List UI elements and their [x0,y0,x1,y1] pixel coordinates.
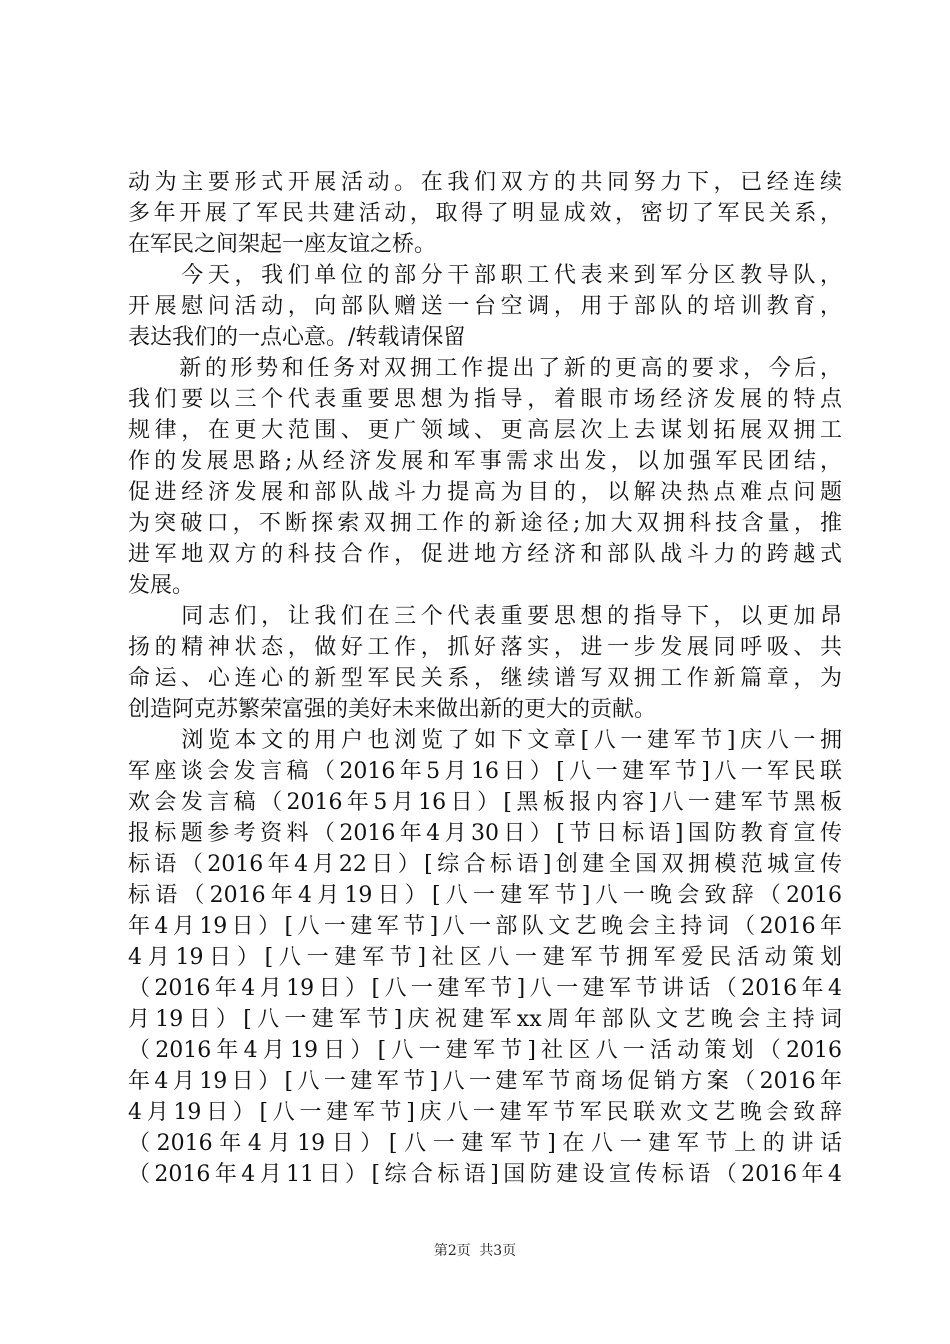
text-line: 创造阿克苏繁荣富强的美好未来做出新的更大的贡献。 [128,697,657,722]
text-line: 进军地双方的科技合作，促进地方经济和部队战斗力的跨越式 [128,542,842,567]
document-body [128,167,842,1190]
text-line: 动为主要形式开展活动。在我们双方的共同努力下，已经连续 [128,170,842,195]
text-line: 开展慰问活动，向部队赠送一台空调，用于部队的培训教育， [128,294,842,319]
text-line: 标语（2016年4月19日）[八一建军节]八一晚会致辞（2016 [128,883,842,908]
text-line: （2016年4月19日）[八一建军节]在八一建军节上的讲话 [128,1131,842,1156]
text-line: 欢会发言稿（2016年5月16日）[黑板报内容]八一建军节黑板 [128,790,842,815]
text-line: （2016年4月19日）[八一建军节]八一建军节讲话（2016年4 [128,976,842,1001]
text-line: 作的发展思路;从经济发展和军事需求出发，以加强军民团结， [128,449,842,474]
text-line: 月19日）[八一建军节]庆祝建军xx周年部队文艺晚会主持词 [128,1007,842,1032]
text-line: 军座谈会发言稿（2016年5月16日）[八一建军节]八一军民联 [128,759,842,784]
text-line: 命运、心连心的新型军民关系，继续谱写双拥工作新篇章，为 [128,666,842,691]
text-line: （2016年4月11日）[综合标语]国防建设宣传标语（2016年4 [128,1162,842,1187]
text-line: 为突破口，不断探索双拥工作的新途径;加大双拥科技含量，推 [128,511,842,536]
text-line: 扬的精神状态，做好工作，抓好落实，进一步发展同呼吸、共 [128,635,842,660]
page-total: 共3页 [479,1243,517,1259]
text-line: （2016年4月19日）[八一建军节]社区八一活动策划（2016 [128,1038,842,1063]
text-line: 多年开展了军民共建活动，取得了明显成效，密切了军民关系， [128,201,842,226]
page-number: 第2页 [433,1243,471,1259]
text-line: 报标题参考资料（2016年4月30日）[节日标语]国防教育宣传 [128,821,842,846]
text-line: 表达我们的一点心意。/转载请保留 [128,325,466,350]
text-line: 浏览本文的用户也浏览了如下文章[八一建军节]庆八一拥 [128,728,842,753]
text-line: 规律，在更大范围、更广领域、更高层次上去谋划拓展双拥工 [128,418,842,443]
text-line: 我们要以三个代表重要思想为指导，着眼市场经济发展的特点 [128,387,842,412]
text-line: 促进经济发展和部队战斗力提高为目的，以解决热点难点问题 [128,480,842,505]
text-line: 标语（2016年4月22日）[综合标语]创建全国双拥模范城宣传 [128,852,842,877]
text-line: 年4月19日）[八一建军节]八一建军节商场促销方案（2016年 [128,1069,842,1094]
page-footer [0,1240,950,1260]
text-line: 在军民之间架起一座友谊之桥。 [128,232,437,257]
text-line: 今天，我们单位的部分干部职工代表来到军分区教导队， [128,263,842,288]
text-line: 年4月19日）[八一建军节]八一部队文艺晚会主持词（2016年 [128,914,842,939]
text-line: 4月19日）[八一建军节]社区八一建军节拥军爱民活动策划 [128,945,842,970]
text-line: 发展。 [128,573,195,598]
text-line: 新的形势和任务对双拥工作提出了新的更高的要求，今后， [128,356,842,381]
text-line: 同志们，让我们在三个代表重要思想的指导下，以更加昂 [128,604,842,629]
text-line: 4月19日）[八一建军节]庆八一建军节军民联欢文艺晚会致辞 [128,1100,842,1125]
